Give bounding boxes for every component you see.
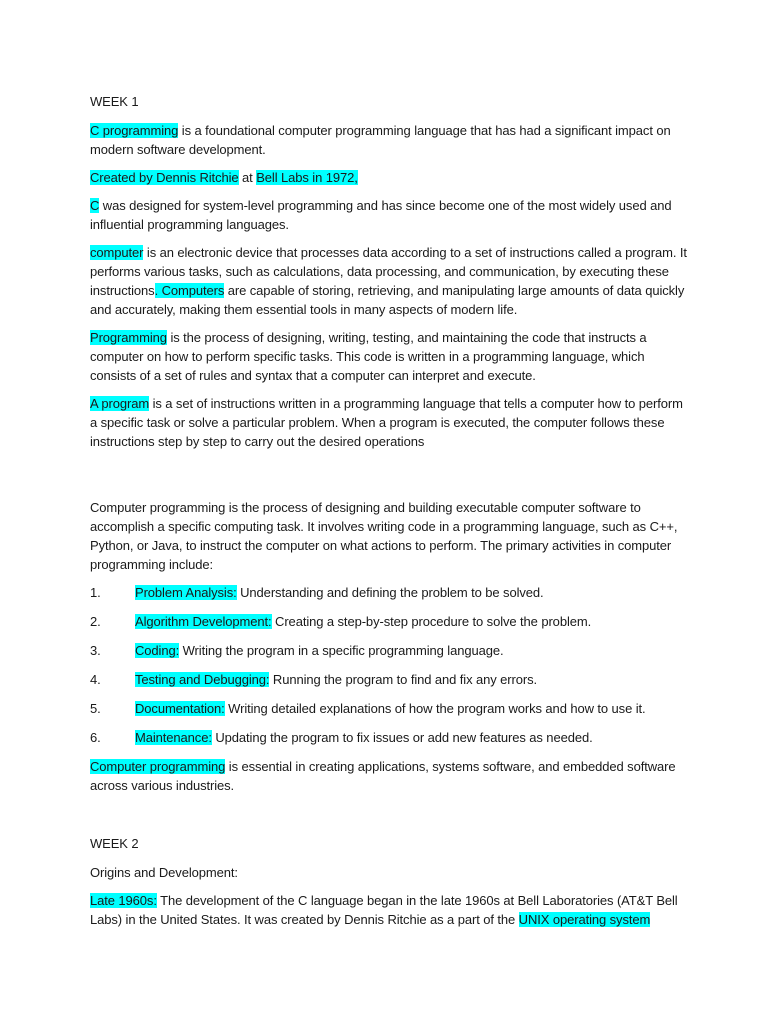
paragraph-text: at: [238, 170, 257, 185]
highlight: C: [90, 198, 100, 213]
highlight: Coding:: [135, 643, 180, 658]
list-item-text: Running the program to find and fix any errors.: [269, 672, 538, 687]
week1-heading: WEEK 1: [90, 94, 139, 109]
list-item: [90, 612, 688, 631]
spacer: [90, 804, 688, 834]
activities-list: [90, 583, 688, 747]
list-item: [90, 670, 688, 689]
list-item-text: Updating the program to fix issues or add new features as needed.: [211, 730, 593, 745]
paragraph-text: is a set of instructions written in a programming language that tells a computer how to perform a specific task or solve a particular problem. When a program is executed, the computer follows these instructions step by step to carry out the desired operations: [90, 396, 683, 449]
list-number: 2.: [90, 614, 101, 629]
paragraph-late-1960s: [90, 891, 688, 929]
paragraph-text: is essential in creating applications, systems software, and embedded software across various industries.: [90, 759, 676, 793]
highlight: Computer programming: [90, 759, 226, 774]
paragraph-computer-programming: Computer programming is the process of designing and building executable computer software to accomplish a specific computing task. It involves writing code in a programming language, such as C++, Python, or Java, to instruct the computer on what actions to perform. The primary activities in computer programming include:: [90, 500, 678, 572]
list-item: [90, 728, 688, 747]
list-item-text: Understanding and defining the problem to be solved.: [236, 585, 544, 600]
paragraph-programming: [90, 328, 688, 385]
week2-heading: WEEK 2: [90, 836, 139, 851]
highlight: Testing and Debugging:: [135, 672, 270, 687]
highlight: . Computers: [154, 283, 225, 298]
paragraph-c-programming: [90, 121, 688, 159]
paragraph-created-by: [90, 168, 688, 187]
list-number: 3.: [90, 643, 101, 658]
paragraph-essential: [90, 757, 688, 795]
list-number: 5.: [90, 701, 101, 716]
list-item: [90, 641, 688, 660]
highlight: UNIX operating system: [518, 912, 651, 927]
highlight: A program: [90, 396, 150, 411]
paragraph-text: is the process of designing, writing, testing, and maintaining the code that instructs a computer on how to perform specific tasks. This code is written in a programming language, which consists of a set of rules and syntax that a computer can interpret and execute.: [90, 330, 647, 383]
highlight: Bell Labs in 1972,: [256, 170, 358, 185]
highlight: Created by Dennis Ritchie: [90, 170, 239, 185]
highlight: Maintenance:: [135, 730, 212, 745]
list-item: [90, 699, 688, 718]
highlight: Documentation:: [135, 701, 225, 716]
list-item-text: Writing detailed explanations of how the program works and how to use it.: [224, 701, 646, 716]
week2-subheading: Origins and Development:: [90, 865, 238, 880]
paragraph-c-designed: [90, 196, 688, 234]
spacer: [90, 460, 688, 498]
list-item-text: Writing the program in a specific programming language.: [179, 643, 504, 658]
list-item: [90, 583, 688, 602]
paragraph-text: The development of the C language began in the late 1960s at Bell Laboratories (AT&T Bell Labs) in the United States. It was created by Dennis Ritchie as a part of the: [90, 893, 678, 927]
list-number: 1.: [90, 585, 101, 600]
paragraph-a-program: [90, 394, 688, 451]
list-number: 6.: [90, 730, 101, 745]
highlight: Algorithm Development:: [135, 614, 272, 629]
list-item-text: Creating a step-by-step procedure to solve the problem.: [271, 614, 592, 629]
highlight: computer: [90, 245, 144, 260]
paragraph-computer: [90, 243, 688, 319]
highlight: Problem Analysis:: [135, 585, 237, 600]
paragraph-text: was designed for system-level programming and has since become one of the most widely used and influential programming languages.: [90, 198, 672, 232]
highlight: Programming: [90, 330, 167, 345]
list-number: 4.: [90, 672, 101, 687]
highlight: Late 1960s:: [90, 893, 157, 908]
paragraph-text: is a foundational computer programming language that has had a significant impact on modern software development.: [90, 123, 671, 157]
highlight: C programming: [90, 123, 179, 138]
paragraph-text: are capable of storing, retrieving, and manipulating large amounts of data quickly and accurately, making them essential tools in many aspects of modern life.: [90, 283, 685, 317]
paragraph-text: is an electronic device that processes data according to a set of instructions called a program. It performs various tasks, such as calculations, data processing, and communication, by executing these instructions: [90, 245, 687, 298]
